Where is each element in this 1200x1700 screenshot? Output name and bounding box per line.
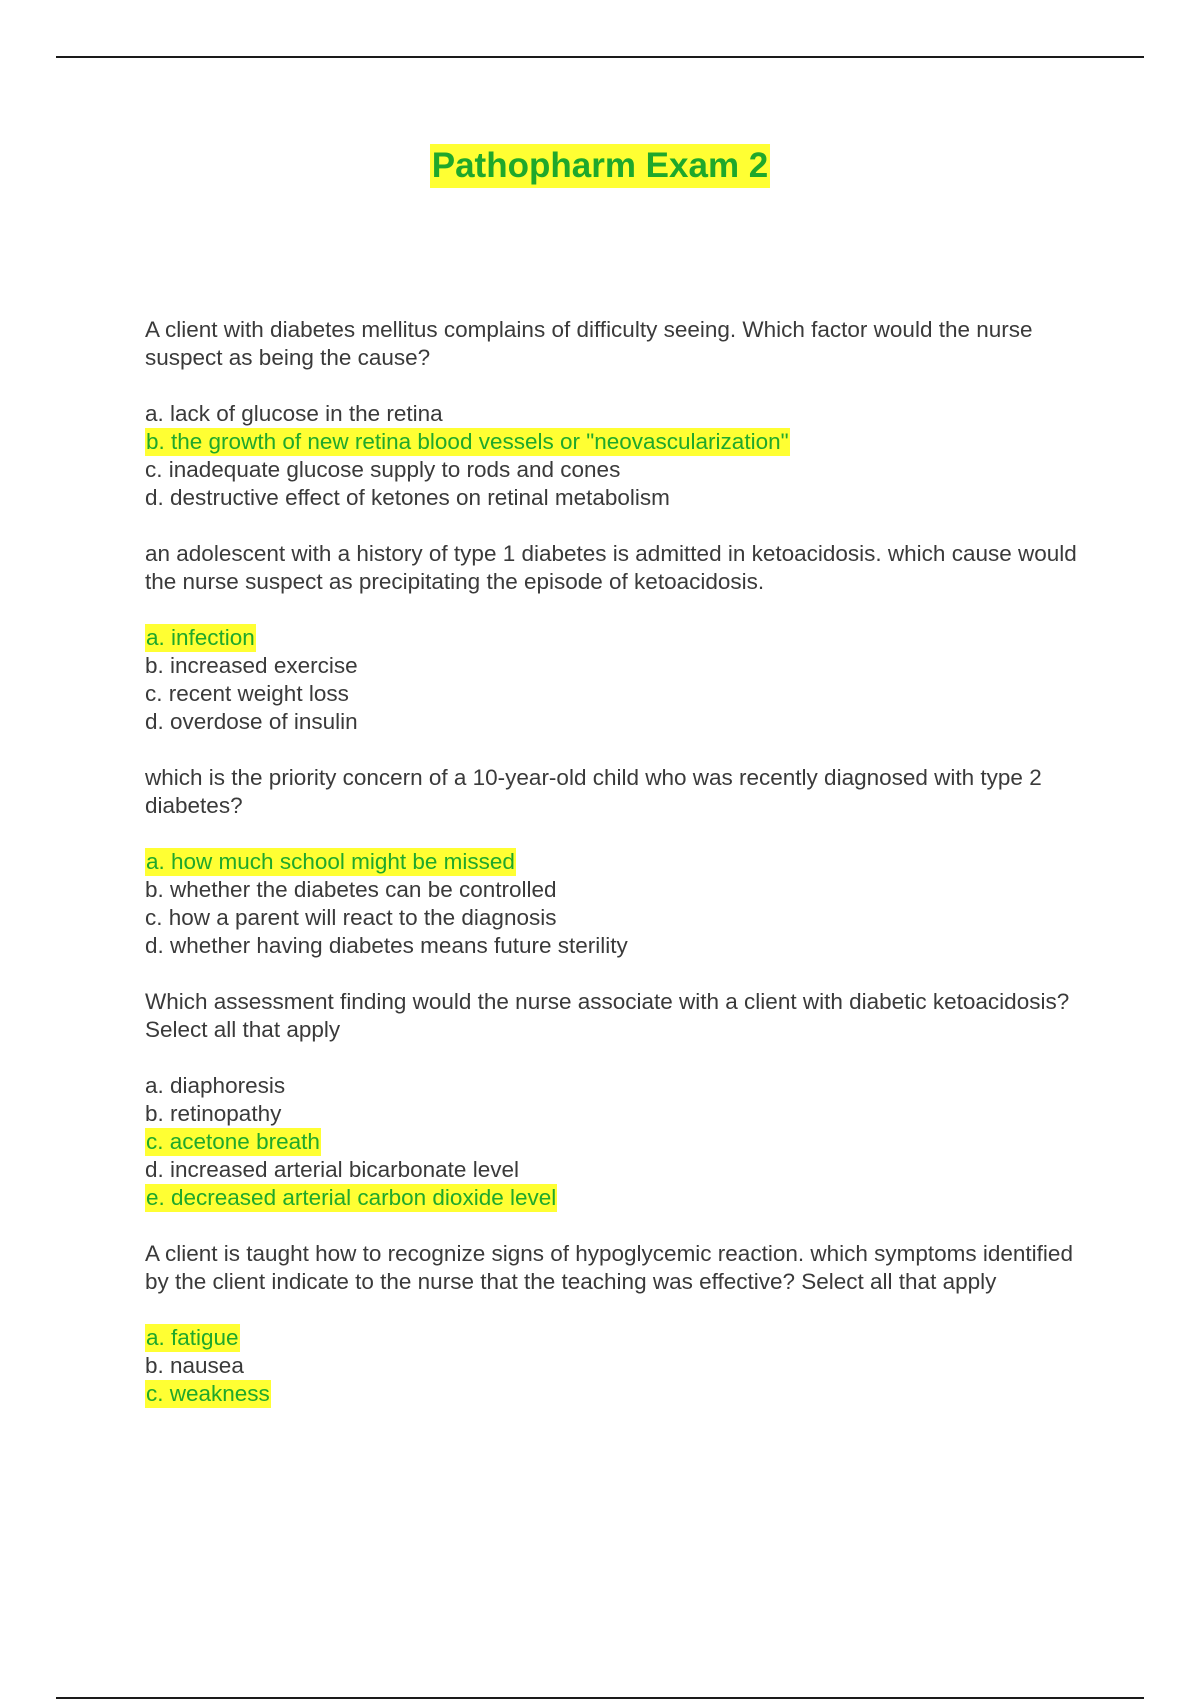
option-text: c. inadequate glucose supply to rods and cones <box>145 457 621 482</box>
option-text: d. increased arterial bicarbonate level <box>145 1157 519 1182</box>
option-list <box>145 1072 1085 1212</box>
page-title: Pathopharm Exam 2 <box>430 144 771 188</box>
option-text: c. recent weight loss <box>145 681 349 706</box>
option-item <box>145 876 1085 904</box>
option-list <box>145 624 1085 736</box>
question-2 <box>145 540 1085 736</box>
option-text: b. nausea <box>145 1353 244 1378</box>
question-3 <box>145 764 1085 960</box>
option-item <box>145 680 1085 708</box>
option-text: b. increased exercise <box>145 653 358 678</box>
title-container <box>0 144 1200 188</box>
question-text: an adolescent with a history of type 1 diabetes is admitted in ketoacidosis. which cause would the nurse suspect as precipitating the episode of ketoacidosis. <box>145 541 1077 594</box>
option-text: a. fatigue <box>146 1325 239 1350</box>
option-item <box>145 932 1085 960</box>
option-item <box>145 1100 1085 1128</box>
option-text: b. the growth of new retina blood vessels or "neovascularization" <box>146 429 789 454</box>
option-item <box>145 1072 1085 1100</box>
option-list <box>145 1324 1085 1408</box>
option-item <box>145 848 1085 876</box>
bottom-rule <box>56 1697 1144 1699</box>
option-item <box>145 1380 1085 1408</box>
question-4 <box>145 988 1085 1212</box>
question-list <box>145 316 1085 1436</box>
option-list <box>145 848 1085 960</box>
top-rule <box>56 56 1144 58</box>
question-1 <box>145 316 1085 512</box>
option-text: b. whether the diabetes can be controlled <box>145 877 557 902</box>
option-item <box>145 1324 1085 1352</box>
option-text: c. acetone breath <box>146 1129 320 1154</box>
option-item <box>145 400 1085 428</box>
option-text: a. lack of glucose in the retina <box>145 401 443 426</box>
option-text: b. retinopathy <box>145 1101 282 1126</box>
option-item <box>145 428 1085 456</box>
option-text: c. weakness <box>146 1381 270 1406</box>
option-item <box>145 456 1085 484</box>
option-item <box>145 904 1085 932</box>
option-text: a. how much school might be missed <box>146 849 515 874</box>
option-item <box>145 1352 1085 1380</box>
option-text: a. diaphoresis <box>145 1073 286 1098</box>
option-text: d. destructive effect of ketones on retinal metabolism <box>145 485 670 510</box>
option-text: a. infection <box>146 625 255 650</box>
option-item <box>145 708 1085 736</box>
question-text: A client is taught how to recognize signs of hypoglycemic reaction. which symptoms identified by the client indicate to the nurse that the teaching was effective? Select all that apply <box>145 1241 1073 1294</box>
option-text: d. whether having diabetes means future sterility <box>145 933 628 958</box>
question-text: which is the priority concern of a 10-year-old child who was recently diagnosed with type 2 diabetes? <box>145 765 1042 818</box>
option-item <box>145 484 1085 512</box>
option-item <box>145 1156 1085 1184</box>
option-text: e. decreased arterial carbon dioxide level <box>146 1185 557 1210</box>
option-text: c. how a parent will react to the diagnosis <box>145 905 557 930</box>
option-item <box>145 1128 1085 1156</box>
option-item <box>145 1184 1085 1212</box>
question-text: Which assessment finding would the nurse associate with a client with diabetic ketoacidosis? Select all that apply <box>145 989 1070 1042</box>
option-item <box>145 624 1085 652</box>
option-text: d. overdose of insulin <box>145 709 358 734</box>
question-5 <box>145 1240 1085 1408</box>
option-list <box>145 400 1085 512</box>
question-text: A client with diabetes mellitus complains of difficulty seeing. Which factor would the nurse suspect as being the cause? <box>145 317 1033 370</box>
option-item <box>145 652 1085 680</box>
